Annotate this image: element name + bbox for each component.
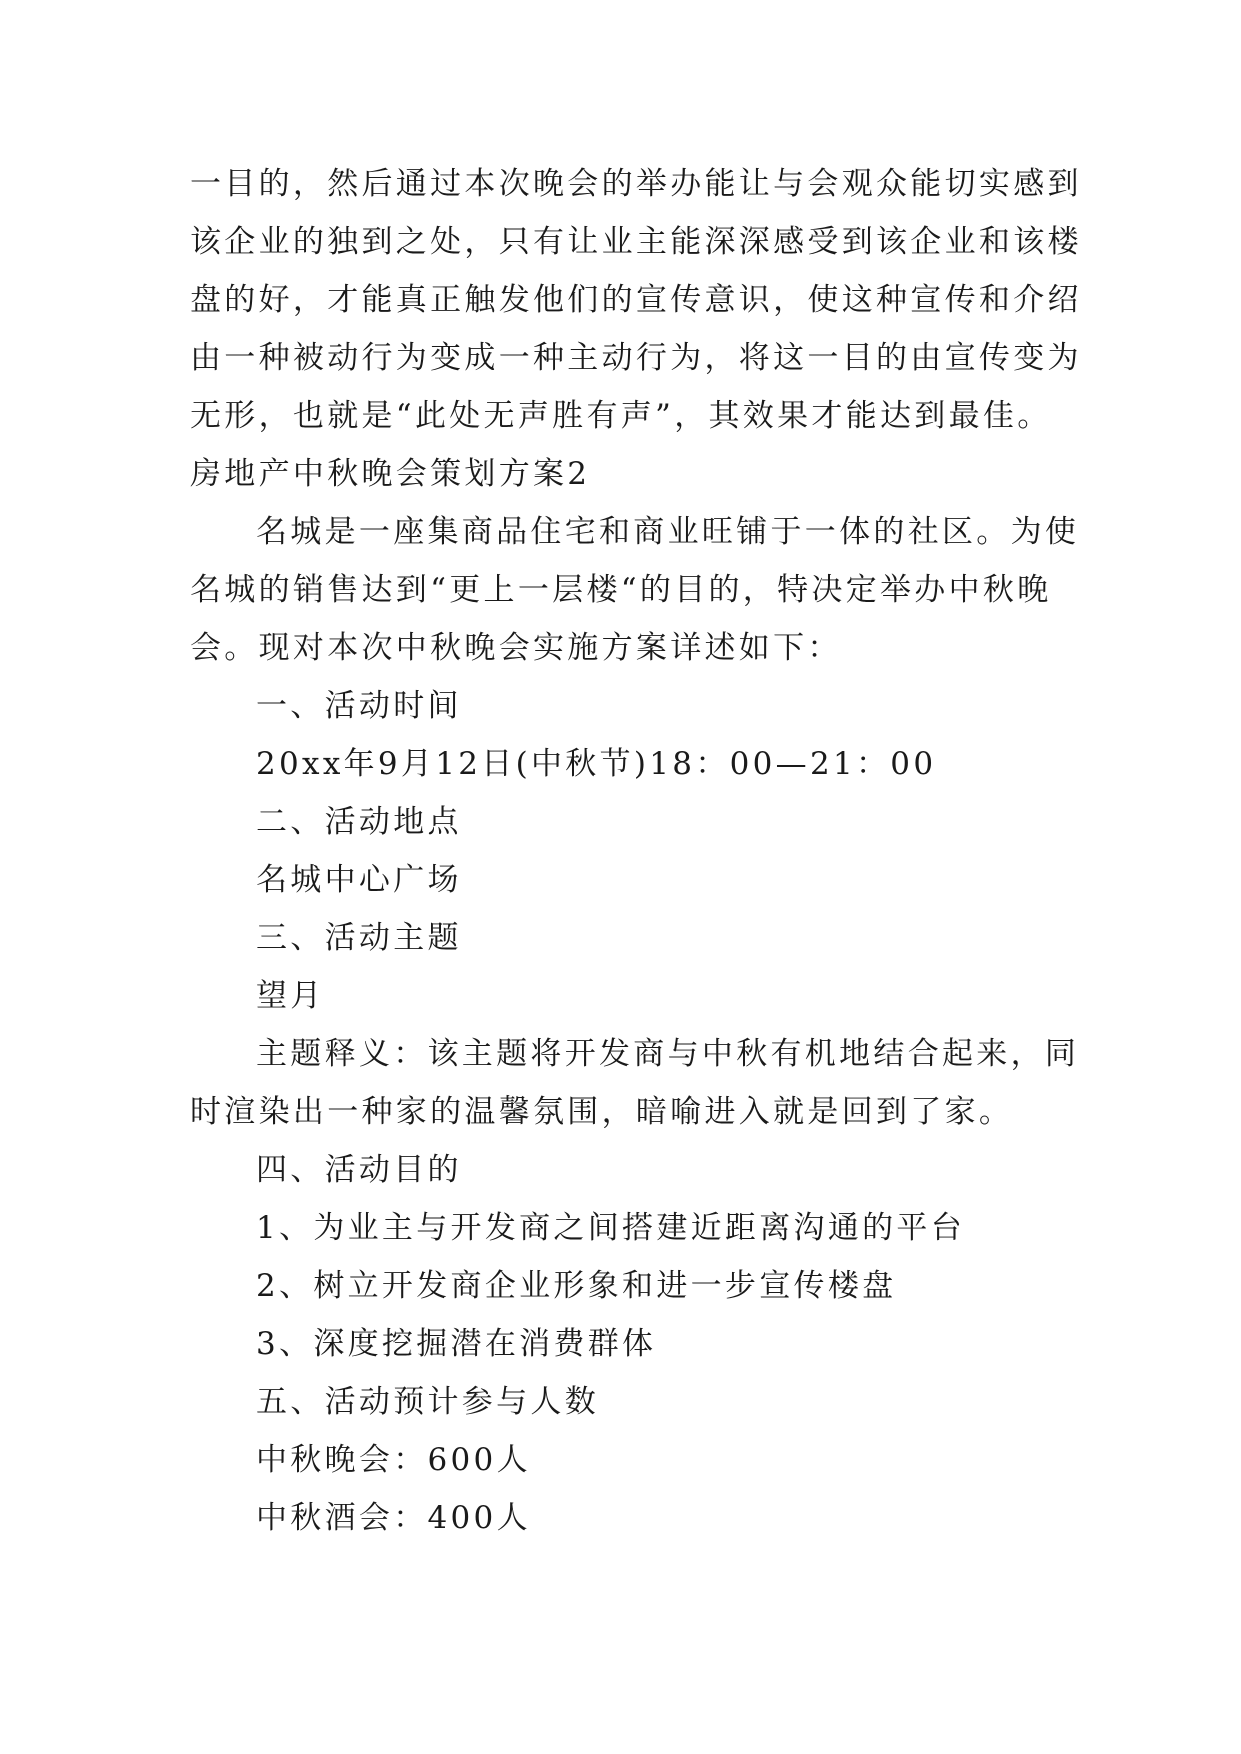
purpose-item-1: 1、为业主与开发商之间搭建近距离沟通的平台 — [256, 1210, 966, 1246]
purpose-item-3: 3、深度挖掘潜在消费群体 — [256, 1326, 657, 1362]
place-value: 名城中心广场 — [256, 862, 462, 898]
intro-line-1: 一目的，然后通过本次晚会的举办能让与会观众能切实感到 — [190, 166, 1082, 202]
intro-line-5: 无形，也就是“此处无声胜有声”，其效果才能达到最佳。 — [190, 398, 1052, 434]
para1-line-1: 名城是一座集商品住宅和商业旺铺于一体的社区。为使 — [256, 514, 1080, 550]
place-heading: 二、活动地点 — [256, 804, 462, 840]
intro-line-4: 由一种被动行为变成一种主动行为，将这一目的由宣传变为 — [190, 340, 1082, 376]
purpose-heading: 四、活动目的 — [256, 1152, 462, 1188]
section-title: 房地产中秋晚会策划方案2 — [190, 456, 591, 492]
time-heading: 一、活动时间 — [256, 688, 462, 724]
purpose-item-2: 2、树立开发商企业形象和进一步宣传楼盘 — [256, 1268, 897, 1304]
document-body — [190, 155, 1082, 1547]
para1-line-2: 名城的销售达到“更上一层楼“的目的，特决定举办中秋晚 — [190, 572, 1052, 608]
people-item-1: 中秋晚会：600人 — [256, 1442, 531, 1478]
theme-heading: 三、活动主题 — [256, 920, 462, 956]
theme-explain-line-1: 主题释义：该主题将开发商与中秋有机地结合起来，同 — [256, 1036, 1080, 1072]
people-item-2: 中秋酒会：400人 — [256, 1500, 531, 1536]
time-value: 20xx年9月12日(中秋节)18：00—21：00 — [256, 746, 937, 782]
para1-line-3: 会。现对本次中秋晚会实施方案详述如下： — [190, 630, 842, 666]
intro-line-3: 盘的好，才能真正触发他们的宣传意识，使这种宣传和介绍 — [190, 282, 1082, 318]
theme-explain-line-2: 时渲染出一种家的温馨氛围，暗喻进入就是回到了家。 — [190, 1094, 1014, 1130]
theme-value: 望月 — [256, 978, 325, 1014]
people-heading: 五、活动预计参与人数 — [256, 1384, 599, 1420]
intro-line-2: 该企业的独到之处，只有让业主能深深感受到该企业和该楼 — [190, 224, 1082, 260]
